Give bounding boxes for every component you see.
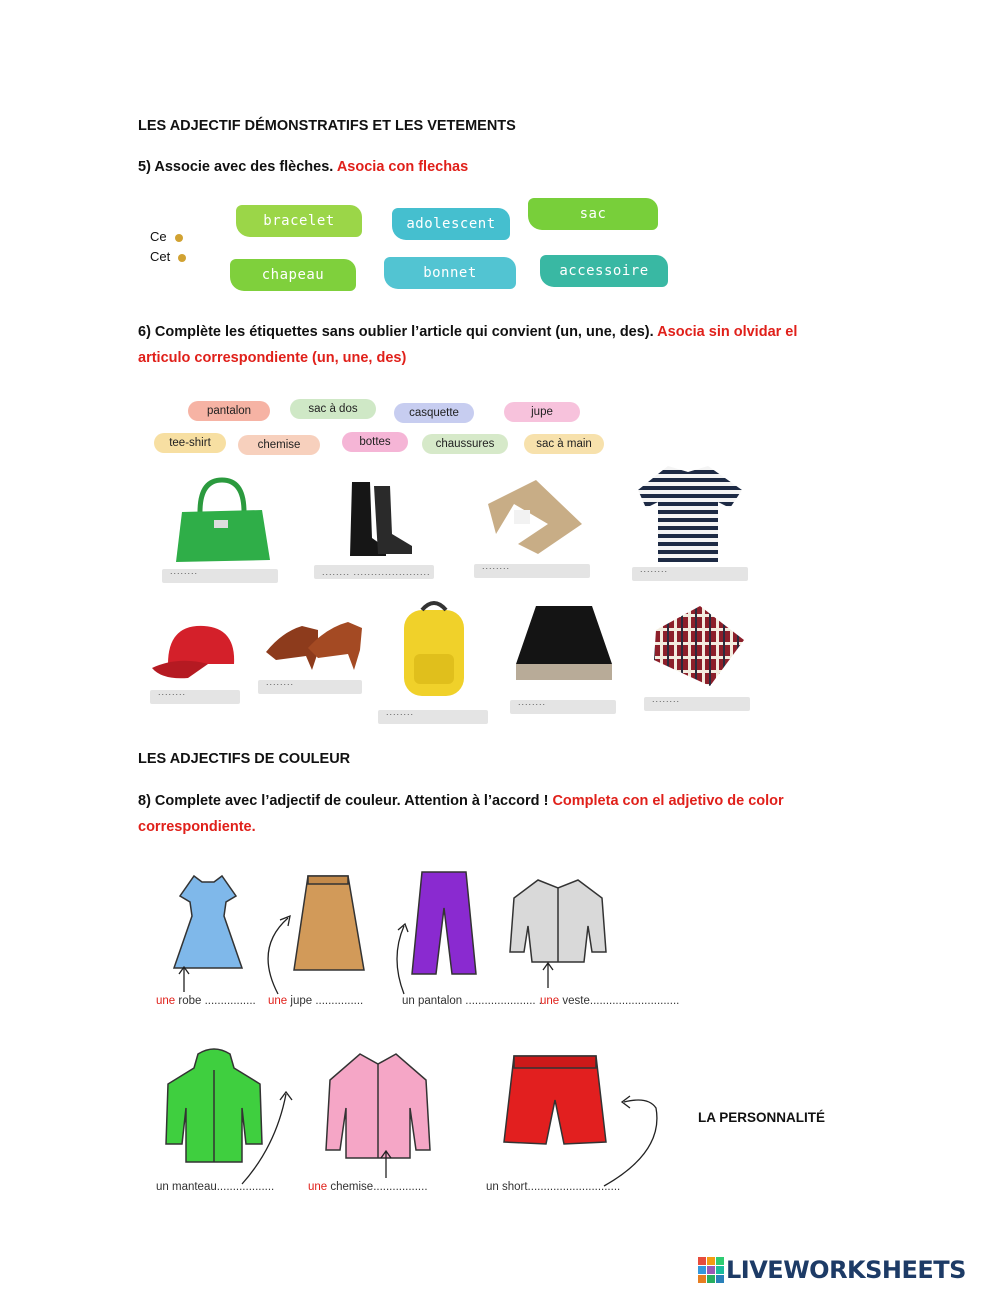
caption-veste[interactable]: une veste............................ <box>540 995 680 1007</box>
blank-label-9[interactable]: ........ ...................... <box>644 697 750 711</box>
blank-label-8[interactable]: ........ ...................... <box>510 700 616 714</box>
skirt-drawing-icon <box>292 872 366 976</box>
ex6-fr: 6) Complète les étiquettes sans oublier l’article qui convient (un, une, des). <box>138 324 654 340</box>
caption-pantalon[interactable]: un pantalon ...................... . <box>402 995 542 1007</box>
section-title-personnalite: LA PERSONNALITÉ <box>698 1110 826 1125</box>
blank-label-6[interactable]: ........ ...................... <box>258 680 362 694</box>
blank-label-5[interactable]: ........ ...................... <box>150 690 240 704</box>
blank-label-3[interactable]: ........ ...................... <box>474 564 590 578</box>
ex5-fr: 5) Associe avec des flèches. <box>138 159 334 175</box>
liveworksheets-logo-icon <box>698 1257 724 1283</box>
caption-short[interactable]: un short............................. <box>486 1181 621 1193</box>
exercise-8-instruction <box>138 793 784 809</box>
word-card-bracelet[interactable]: bracelet <box>236 205 362 237</box>
striped-tshirt-icon <box>636 462 746 564</box>
arrow-up-icon <box>378 1148 398 1180</box>
ex5-es: Asocia con flechas <box>336 159 469 175</box>
tag-jupe[interactable]: jupe <box>504 402 580 422</box>
skirt-icon <box>512 602 616 686</box>
match-dot[interactable] <box>178 254 186 262</box>
curved-arrow-icon <box>258 908 298 998</box>
caption-manteau[interactable]: un manteau.................. <box>156 1181 275 1193</box>
caption-jupe[interactable]: une jupe ............... <box>268 995 364 1007</box>
ex8-es2: correspondiente. <box>138 819 256 835</box>
exercise-5-instruction <box>138 159 468 175</box>
curved-arrow-icon <box>594 1092 664 1188</box>
word-card-sac[interactable]: sac <box>528 198 658 230</box>
shoes-icon <box>262 612 366 674</box>
brand-text: LIVEWORKSHEETS <box>726 1256 966 1284</box>
jacket-drawing-icon <box>508 876 608 968</box>
caption-chemise[interactable]: une chemise................. <box>308 1181 428 1193</box>
handbag-icon <box>170 472 275 567</box>
blank-label-7[interactable]: ........ ...................... <box>378 710 488 724</box>
blank-label-2[interactable]: ........ ...................... <box>314 565 434 579</box>
word-card-bonnet[interactable]: bonnet <box>384 257 516 289</box>
match-dot[interactable] <box>175 234 183 242</box>
backpack-icon <box>396 596 472 700</box>
boots-icon <box>340 478 420 560</box>
ex5-left-ce: Ce <box>150 229 183 244</box>
section-title-demonstratifs: LES ADJECTIF DÉMONSTRATIFS ET LES VETEMENTS <box>138 118 516 134</box>
curved-arrow-icon <box>236 1086 296 1186</box>
word-card-accessoire[interactable]: accessoire <box>540 255 668 287</box>
trousers-drawing-icon <box>410 868 478 980</box>
ex6-es1: Asocia sin olvidar el <box>657 324 798 340</box>
tag-bottes[interactable]: bottes <box>342 432 408 452</box>
tag-chemise[interactable]: chemise <box>238 435 320 455</box>
curved-arrow-icon <box>390 918 414 998</box>
cap-icon <box>148 618 242 684</box>
arrow-up-icon <box>540 960 560 990</box>
caption-robe[interactable]: une robe ................ <box>156 995 256 1007</box>
trousers-icon <box>478 474 588 560</box>
word-card-adolescent[interactable]: adolescent <box>392 208 510 240</box>
ex8-es1: Completa con el adjetivo de color <box>552 793 784 809</box>
ex8-fr: 8) Complete avec l’adjectif de couleur. Attention à l’accord ! <box>138 793 549 809</box>
shirt-drawing-icon <box>322 1050 434 1162</box>
plaid-shirt-icon <box>646 600 750 690</box>
shorts-drawing-icon <box>502 1052 608 1152</box>
tag-pantalon[interactable]: pantalon <box>188 401 270 421</box>
liveworksheets-logo <box>698 1256 966 1284</box>
ex6-es2: articulo correspondiente (un, une, des) <box>138 350 407 366</box>
tag-sac-a-main[interactable]: sac à main <box>524 434 604 454</box>
blank-label-1[interactable]: ........ ...................... <box>162 569 278 583</box>
tag-tee-shirt[interactable]: tee-shirt <box>154 433 226 453</box>
ex5-left-cet: Cet <box>150 249 186 264</box>
exercise-6-instruction <box>138 324 797 340</box>
tag-sac-a-dos[interactable]: sac à dos <box>290 399 376 419</box>
section-title-couleur: LES ADJECTIFS DE COULEUR <box>138 751 351 767</box>
tag-chaussures[interactable]: chaussures <box>422 434 508 454</box>
arrow-up-icon <box>176 964 196 994</box>
tag-casquette[interactable]: casquette <box>394 403 474 423</box>
word-card-chapeau[interactable]: chapeau <box>230 259 356 291</box>
blank-label-4[interactable]: ........ ...................... <box>632 567 748 581</box>
